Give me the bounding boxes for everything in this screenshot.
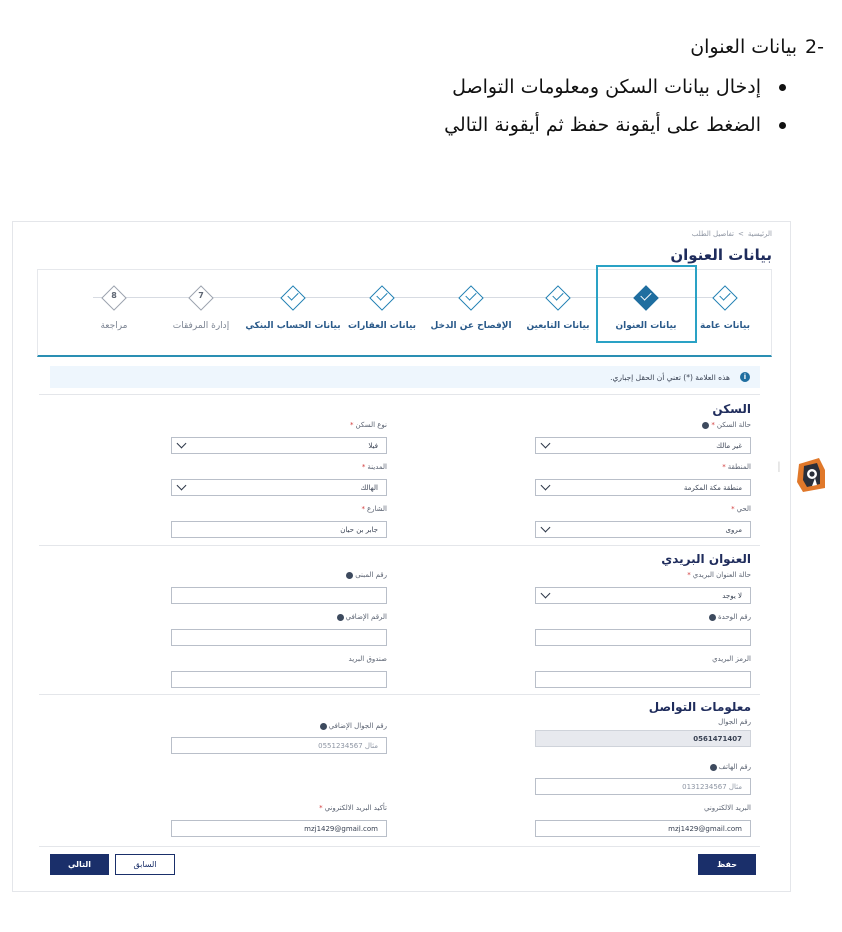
step-address-data[interactable] <box>598 284 694 333</box>
mobile-label: رقم الجوال <box>718 718 751 726</box>
step-check-icon <box>368 284 396 312</box>
housing-section-title: السكن <box>712 402 751 416</box>
step-check-icon <box>279 284 307 312</box>
help-icon <box>710 764 717 771</box>
doc-bullet-text: إدخال بيانات السكن ومعلومات التواصل <box>452 76 761 98</box>
address-form-screen <box>12 221 791 892</box>
section-divider <box>39 545 760 546</box>
wizard-stepper <box>37 269 772 357</box>
step-number-icon: 8 <box>100 284 128 312</box>
step-label: الإفصاح عن الدخل <box>430 321 512 331</box>
step-dependents-data[interactable] <box>510 284 606 333</box>
housing-status-select[interactable]: غير مالك <box>535 437 751 454</box>
help-icon <box>709 614 716 621</box>
housing-status-label: حالة السكن * <box>702 421 751 429</box>
unit-number-label: رقم الوحدة <box>709 613 751 621</box>
city-select[interactable]: الهالك <box>171 479 387 496</box>
street-input[interactable]: جابر بن حيان <box>171 521 387 538</box>
help-icon <box>337 614 344 621</box>
step-label: مراجعة <box>100 321 128 331</box>
doc-bullet-text: الضغط على أيقونة حفظ ثم أيقونة التالي <box>444 114 761 136</box>
city-label: المدينة * <box>361 463 387 471</box>
additional-number-label: الرقم الإضافي <box>337 613 387 621</box>
district-select[interactable]: مروى <box>535 521 751 538</box>
building-number-input[interactable] <box>171 587 387 604</box>
chevron-down-icon <box>177 439 187 449</box>
page-title: بيانات العنوان <box>670 246 772 264</box>
alt-mobile-input[interactable]: مثال 0551234567 <box>171 737 387 754</box>
help-icon <box>702 422 709 429</box>
help-icon <box>320 723 327 730</box>
chevron-down-icon <box>541 439 551 449</box>
section-divider <box>39 394 760 395</box>
postal-status-select[interactable]: لا يوجد <box>535 587 751 604</box>
step-check-icon <box>457 284 485 312</box>
step-income-disclosure[interactable] <box>423 284 519 333</box>
contact-section-title: معلومات التواصل <box>648 700 751 714</box>
chevron-down-icon <box>541 481 551 491</box>
zip-code-input[interactable] <box>535 671 751 688</box>
step-number-icon: 7 <box>187 284 215 312</box>
document-text <box>44 30 824 144</box>
mobile-input: 0561471407 <box>535 730 751 747</box>
po-box-input[interactable] <box>171 671 387 688</box>
step-label: بيانات العقارات <box>347 321 417 331</box>
watermark-logo-icon <box>795 454 829 494</box>
email-input[interactable]: mzj1429@gmail.com <box>535 820 751 837</box>
step-label: إدارة المرفقات <box>172 321 230 331</box>
step-label: بيانات العنوان <box>615 321 677 331</box>
step-check-icon <box>544 284 572 312</box>
breadcrumb <box>692 230 772 238</box>
step-check-icon <box>711 284 739 312</box>
chevron-down-icon <box>541 523 551 533</box>
additional-number-input[interactable] <box>171 629 387 646</box>
housing-type-label: نوع السكن * <box>350 421 387 429</box>
step-bank-account-data[interactable] <box>245 284 341 333</box>
phone-label: رقم الهاتف <box>710 763 751 771</box>
doc-bullet <box>44 68 786 106</box>
breadcrumb-current: تفاصيل الطلب <box>691 230 734 238</box>
alt-mobile-label: رقم الجوال الإضافي <box>320 722 387 730</box>
zip-code-label: الرمز البريدي <box>712 655 751 663</box>
info-icon: i <box>740 372 750 382</box>
bullet-icon <box>779 122 786 129</box>
watermark-ghost: ا <box>777 460 781 476</box>
step-real-estate-data[interactable] <box>334 284 430 333</box>
district-label: الحي * <box>731 505 751 513</box>
doc-heading-title: بيانات العنوان <box>690 36 798 58</box>
step-label: بيانات التابعين <box>526 321 590 331</box>
phone-input[interactable]: مثال 0131234567 <box>535 778 751 795</box>
email-confirm-label: تأكيد البريد الالكتروني * <box>319 804 387 812</box>
save-button[interactable]: حفظ <box>698 854 756 875</box>
chevron-down-icon <box>177 481 187 491</box>
section-divider <box>39 846 760 847</box>
step-review[interactable] <box>66 284 162 333</box>
step-label: بيانات الحساب البنكي <box>245 321 341 331</box>
step-attachments[interactable] <box>153 284 249 333</box>
postal-status-label: حالة العنوان البريدي * <box>687 571 751 579</box>
previous-button[interactable]: السابق <box>115 854 175 875</box>
doc-bullet <box>44 106 786 144</box>
step-active-check-icon <box>632 284 660 312</box>
building-number-label: رقم المبنى <box>346 571 387 579</box>
unit-number-input[interactable] <box>535 629 751 646</box>
bullet-icon <box>779 84 786 91</box>
doc-heading <box>44 30 824 64</box>
breadcrumb-home[interactable]: الرئيسية <box>747 230 772 238</box>
section-divider <box>39 694 760 695</box>
housing-type-select[interactable]: فيلا <box>171 437 387 454</box>
required-fields-notice <box>50 366 760 388</box>
breadcrumb-separator: > <box>738 230 744 238</box>
email-label: البريد الالكتروني <box>704 804 751 812</box>
doc-heading-number: -2 <box>805 36 824 58</box>
region-label: المنطقة * <box>722 463 751 471</box>
region-select[interactable]: منطقة مكة المكرمة <box>535 479 751 496</box>
email-confirm-input[interactable]: mzj1429@gmail.com <box>171 820 387 837</box>
postal-section-title: العنوان البريدي <box>661 552 751 566</box>
chevron-down-icon <box>541 589 551 599</box>
help-icon <box>346 572 353 579</box>
step-label: بيانات عامة <box>700 321 750 331</box>
notice-text: هذه العلامة (*) تعني أن الحقل إجباري. <box>610 372 730 382</box>
po-box-label: صندوق البريد <box>348 655 387 663</box>
doc-bullets <box>44 68 786 144</box>
next-button[interactable]: التالي <box>50 854 109 875</box>
street-label: الشارع * <box>361 505 387 513</box>
